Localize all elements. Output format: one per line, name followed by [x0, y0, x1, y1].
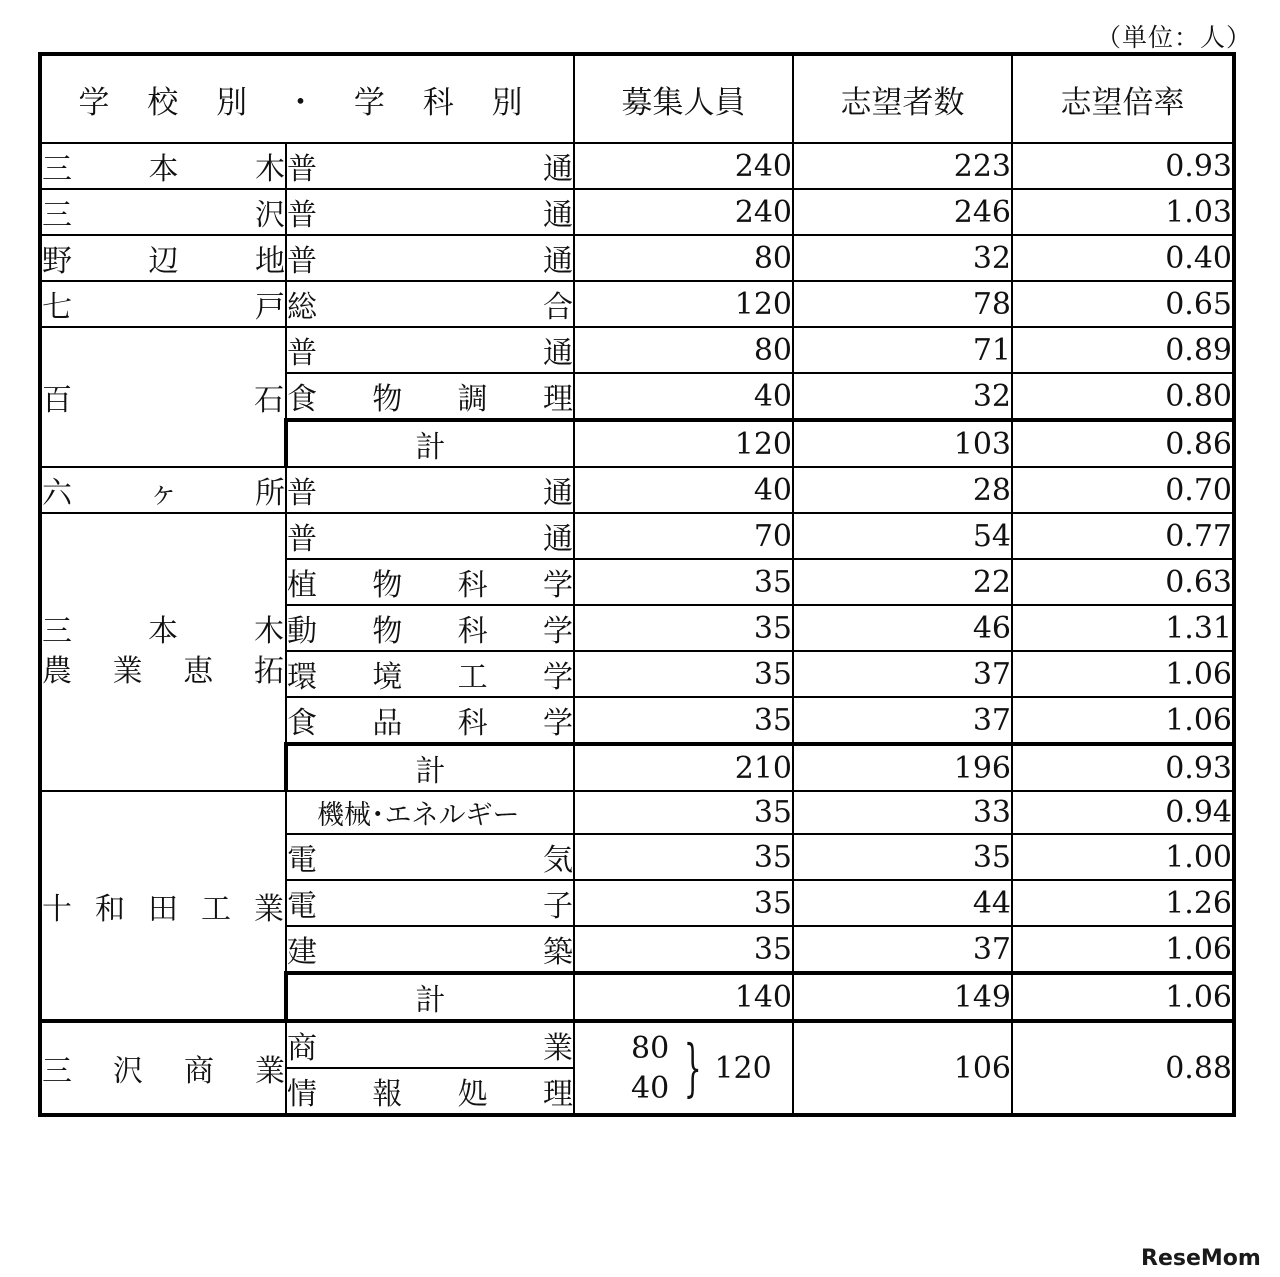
applicants-cell: 35	[793, 834, 1012, 880]
dept-name: 普 通	[286, 189, 574, 235]
ratio-cell: 0.88	[1012, 1021, 1234, 1115]
dept-name: 普 通	[286, 235, 574, 281]
dept-name: 電 子	[286, 880, 574, 926]
quota-cell: 40	[574, 467, 793, 513]
ratio-cell: 0.40	[1012, 235, 1234, 281]
applicants-cell: 28	[793, 467, 1012, 513]
dept-name: 情 報 処 理	[286, 1068, 574, 1115]
ratio-cell: 1.06	[1012, 697, 1234, 744]
dept-name: 普 通	[286, 327, 574, 373]
quota-cell: 70	[574, 513, 793, 559]
applicants-cell: 103	[793, 420, 1012, 467]
ratio-cell: 1.06	[1012, 651, 1234, 697]
subtotal-label: 計	[286, 973, 574, 1021]
dept-name: 商 業	[286, 1021, 574, 1068]
school-name: 三 本 木 農 業 恵 拓	[40, 513, 286, 791]
quota-cell: 35	[574, 926, 793, 973]
applicants-cell: 32	[793, 373, 1012, 420]
dept-name: 動 物 科 学	[286, 605, 574, 651]
school-name: 七 戸	[40, 281, 286, 327]
school-name: 十 和 田 工 業	[40, 791, 286, 1021]
dept-name: 普 通	[286, 467, 574, 513]
ratio-cell: 1.31	[1012, 605, 1234, 651]
subtotal-label: 計	[286, 744, 574, 791]
dept-name: 電 気	[286, 834, 574, 880]
dept-name: 建 築	[286, 926, 574, 973]
quota-cell: 35	[574, 697, 793, 744]
table-row	[40, 143, 1234, 189]
applicants-cell: 22	[793, 559, 1012, 605]
applicants-cell: 71	[793, 327, 1012, 373]
ratio-cell: 1.26	[1012, 880, 1234, 926]
ratio-cell: 0.86	[1012, 420, 1234, 467]
subtotal-label: 計	[286, 420, 574, 467]
quota-cell	[574, 1021, 793, 1115]
header-ratio: 志望倍率	[1012, 54, 1234, 143]
quota-cell: 35	[574, 651, 793, 697]
quota-cell: 140	[574, 973, 793, 1021]
quota-cell: 80	[574, 235, 793, 281]
dept-name: 食 物 調 理	[286, 373, 574, 420]
school-name: 百 石	[40, 327, 286, 467]
ratio-cell: 1.00	[1012, 834, 1234, 880]
quota-cell: 210	[574, 744, 793, 791]
applicants-cell: 37	[793, 651, 1012, 697]
ratio-cell: 1.03	[1012, 189, 1234, 235]
table-row	[40, 327, 1234, 373]
ratio-cell: 0.94	[1012, 791, 1234, 834]
dept-name: 普 通	[286, 513, 574, 559]
quota-cell: 120	[574, 420, 793, 467]
quota-sub-value: 40	[631, 1070, 670, 1106]
applicants-cell: 149	[793, 973, 1012, 1021]
applicants-cell: 44	[793, 880, 1012, 926]
quota-cell: 35	[574, 880, 793, 926]
applicants-cell: 32	[793, 235, 1012, 281]
header-quota: 募集人員	[574, 54, 793, 143]
ratio-cell: 0.80	[1012, 373, 1234, 420]
applicants-cell: 54	[793, 513, 1012, 559]
brace-icon: }	[683, 1031, 702, 1104]
ratio-cell: 1.06	[1012, 973, 1234, 1021]
school-name: 三 本 木	[40, 143, 286, 189]
applicants-cell: 46	[793, 605, 1012, 651]
header-school-dept: 学 校 別 ・ 学 科 別	[40, 54, 574, 143]
dept-name: 環 境 工 学	[286, 651, 574, 697]
unit-label: （単位：人）	[1096, 23, 1253, 52]
ratio-cell: 0.65	[1012, 281, 1234, 327]
applicants-cell: 33	[793, 791, 1012, 834]
ratio-cell: 1.06	[1012, 926, 1234, 973]
table-row	[40, 513, 1234, 559]
ratio-cell: 0.77	[1012, 513, 1234, 559]
quota-cell: 35	[574, 834, 793, 880]
ratio-cell: 0.70	[1012, 467, 1234, 513]
applicants-cell: 37	[793, 697, 1012, 744]
table-row	[40, 189, 1234, 235]
applicants-cell: 246	[793, 189, 1012, 235]
quota-cell: 240	[574, 189, 793, 235]
school-name: 三 沢 商 業	[40, 1021, 286, 1115]
quota-cell: 240	[574, 143, 793, 189]
application-ratio-table	[38, 52, 1236, 1117]
dept-name: 普 通	[286, 143, 574, 189]
applicants-cell: 106	[793, 1021, 1012, 1115]
quota-cell: 80	[574, 327, 793, 373]
ratio-cell: 0.93	[1012, 744, 1234, 791]
dept-name: 植 物 科 学	[286, 559, 574, 605]
school-name: 野 辺 地	[40, 235, 286, 281]
school-name: 六 ヶ 所	[40, 467, 286, 513]
table-row	[40, 281, 1234, 327]
quota-sub-value: 80	[631, 1030, 670, 1066]
table-row	[40, 235, 1234, 281]
applicants-cell: 196	[793, 744, 1012, 791]
school-name: 三 沢	[40, 189, 286, 235]
quota-sum: 120	[714, 1050, 772, 1086]
quota-cell: 35	[574, 605, 793, 651]
table-row	[40, 467, 1234, 513]
dept-name: 食 品 科 学	[286, 697, 574, 744]
header-applicants: 志望者数	[793, 54, 1012, 143]
ratio-cell: 0.89	[1012, 327, 1234, 373]
dept-name: 総 合	[286, 281, 574, 327]
applicants-cell: 223	[793, 143, 1012, 189]
ratio-cell: 0.93	[1012, 143, 1234, 189]
quota-cell: 35	[574, 791, 793, 834]
quota-cell: 35	[574, 559, 793, 605]
ratio-cell: 0.63	[1012, 559, 1234, 605]
table-row	[40, 791, 1234, 834]
dept-name: 機械･エネルギー	[286, 791, 574, 834]
applicants-cell: 37	[793, 926, 1012, 973]
quota-cell: 40	[574, 373, 793, 420]
resemom-logo: ReseMom	[1141, 1246, 1261, 1271]
applicants-cell: 78	[793, 281, 1012, 327]
quota-cell: 120	[574, 281, 793, 327]
table-row	[40, 1021, 1234, 1068]
